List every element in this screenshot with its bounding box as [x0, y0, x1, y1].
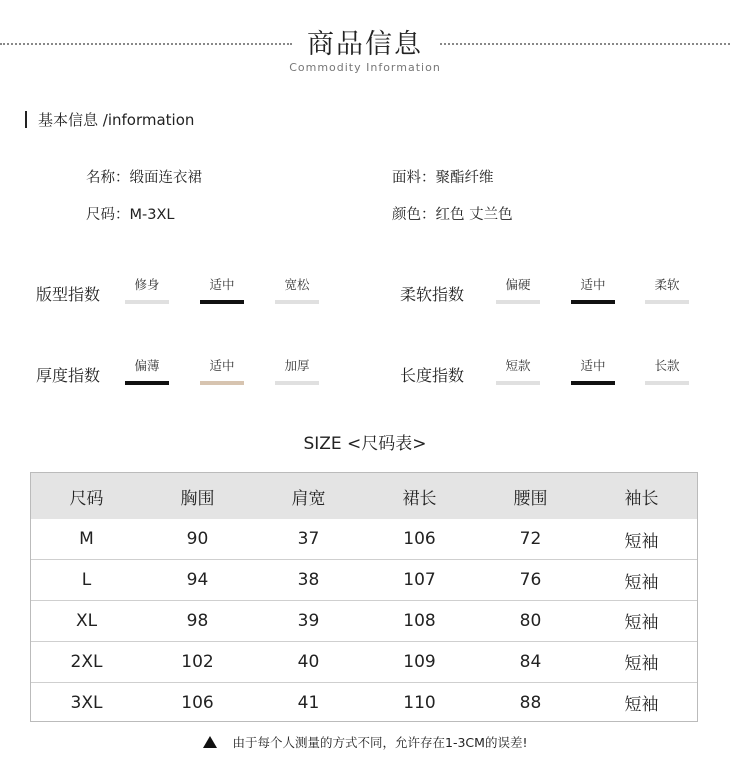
column-header: 胸围 — [180, 488, 215, 509]
length-option-bar-selected — [571, 381, 615, 385]
thickness-option-thin — [125, 357, 169, 385]
softness-option-medium — [571, 276, 615, 304]
softness-index-label: 柔软指数 — [400, 285, 465, 304]
table-cell: 106 — [181, 692, 214, 713]
table-cell: 98 — [186, 610, 209, 631]
size-table-title: SIZE <尺码表> — [303, 434, 427, 454]
softness-option-bar-selected — [571, 300, 615, 304]
softness-option-hard — [496, 276, 540, 304]
softness-option-label: 适中 — [580, 277, 606, 292]
fit-option-medium — [200, 276, 244, 304]
table-cell: 76 — [519, 570, 542, 591]
length-option-bar — [645, 381, 689, 385]
length-option-label: 适中 — [580, 358, 606, 373]
fit-option-loose — [275, 276, 319, 304]
info-fabric: 面料：聚酯纤维 — [392, 170, 494, 186]
table-cell: 108 — [403, 610, 436, 631]
length-option-short — [496, 357, 540, 385]
table-cell: M — [79, 529, 94, 550]
table-row — [31, 560, 697, 601]
fit-index-label: 版型指数 — [36, 285, 101, 304]
table-cell: 88 — [519, 692, 542, 713]
length-index-label: 长度指数 — [400, 366, 465, 385]
table-cell: 80 — [519, 610, 542, 631]
table-cell: 110 — [403, 692, 436, 713]
table-cell: 109 — [403, 651, 436, 672]
softness-option-bar — [496, 300, 540, 304]
thickness-option-medium — [200, 357, 244, 385]
table-cell: XL — [75, 610, 98, 631]
fit-option-label: 宽松 — [284, 277, 310, 292]
size-table — [30, 472, 698, 722]
column-header: 裙长 — [402, 488, 437, 509]
softness-option-soft — [645, 276, 689, 304]
table-cell: 38 — [297, 570, 320, 591]
measurement-note-text: 由于每个人测量的方式不同，允许存在1-3CM的误差! — [232, 735, 528, 750]
table-cell: 37 — [297, 529, 320, 550]
table-cell: 84 — [519, 651, 542, 672]
table-cell: 39 — [297, 610, 320, 631]
fit-option-bar-selected — [200, 300, 244, 304]
table-row — [31, 519, 697, 560]
table-row — [31, 601, 697, 642]
softness-option-label: 偏硬 — [505, 277, 531, 292]
page-title: 商品信息 — [307, 29, 423, 60]
thickness-option-bar-selected — [125, 381, 169, 385]
section-title: 基本信息 /information — [38, 111, 195, 129]
table-cell: 106 — [403, 529, 436, 550]
length-option-medium — [571, 357, 615, 385]
table-cell: 40 — [297, 651, 320, 672]
measurement-note — [0, 733, 730, 751]
fit-option-slim — [125, 276, 169, 304]
table-cell: 短袖 — [624, 613, 659, 634]
table-cell: 107 — [403, 570, 436, 591]
table-cell: 2XL — [70, 651, 103, 672]
thickness-option-label: 适中 — [209, 358, 235, 373]
column-header: 肩宽 — [291, 488, 326, 509]
table-cell: 72 — [519, 529, 542, 550]
column-header: 袖长 — [624, 488, 659, 509]
table-cell: 短袖 — [624, 695, 659, 716]
thickness-option-bar-selected-tan — [200, 381, 244, 385]
thickness-option-label: 加厚 — [284, 358, 310, 373]
section-marker — [25, 111, 27, 128]
fit-option-label: 修身 — [134, 277, 160, 292]
table-cell: 41 — [297, 692, 320, 713]
length-option-label: 短款 — [505, 358, 531, 373]
page-subtitle: Commodity Information — [289, 61, 441, 74]
table-header-row — [31, 473, 697, 519]
column-header: 尺码 — [69, 488, 104, 509]
info-color: 颜色：红色 丈兰色 — [392, 207, 513, 223]
fit-option-label: 适中 — [209, 277, 235, 292]
table-cell: L — [81, 570, 92, 591]
softness-option-label: 柔软 — [654, 277, 680, 292]
table-row — [31, 641, 697, 682]
warning-triangle-icon — [203, 736, 217, 748]
info-name: 名称：缎面连衣裙 — [86, 170, 202, 186]
table-cell: 102 — [181, 651, 214, 672]
table-row — [31, 682, 697, 723]
table-cell: 短袖 — [624, 572, 659, 593]
thickness-option-thick — [275, 357, 319, 385]
table-cell: 短袖 — [624, 654, 659, 675]
length-option-long — [645, 357, 689, 385]
thickness-option-label: 偏薄 — [134, 358, 160, 373]
table-cell: 94 — [186, 570, 209, 591]
table-cell: 3XL — [70, 692, 103, 713]
length-option-label: 长款 — [654, 358, 680, 373]
length-option-bar — [496, 381, 540, 385]
table-cell: 短袖 — [624, 531, 659, 552]
thickness-option-bar — [275, 381, 319, 385]
fit-option-bar — [275, 300, 319, 304]
softness-option-bar — [645, 300, 689, 304]
table-cell: 90 — [186, 529, 209, 550]
fit-option-bar — [125, 300, 169, 304]
info-size: 尺码：M-3XL — [86, 207, 175, 223]
thickness-index-label: 厚度指数 — [36, 366, 101, 385]
column-header: 腰围 — [513, 488, 548, 509]
